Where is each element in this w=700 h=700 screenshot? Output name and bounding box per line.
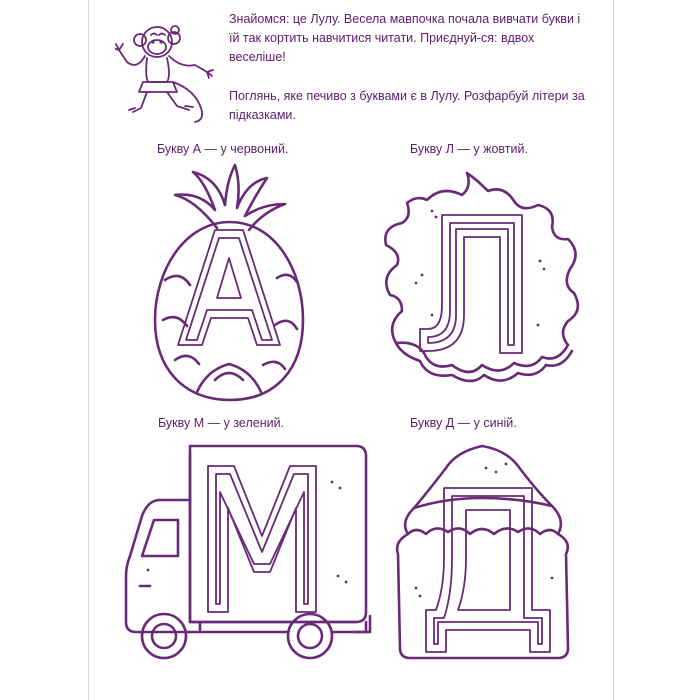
truck-icon[interactable] xyxy=(120,436,372,666)
leaf-icon[interactable] xyxy=(372,165,587,395)
house-icon[interactable] xyxy=(386,438,578,666)
task-caption-d: Букву Д — у синій. xyxy=(410,416,517,430)
pineapple-icon[interactable] xyxy=(145,160,315,410)
instruction-paragraph: Поглянь, яке печиво з буквами є в Лулу. Розфарбуй літери за підказками. xyxy=(229,89,585,122)
monkey-icon xyxy=(115,20,220,130)
task-caption-a: Букву А — у червоний. xyxy=(157,142,289,156)
intro-paragraph: Знайомся: це Лулу. Весела мавпочка почала вивчати букви і їй так кортить навчитися читати. Приєднуй-ся: вдвох веселіше! xyxy=(229,12,581,64)
task-caption-l: Букву Л — у жовтий. xyxy=(410,142,528,156)
task-caption-m: Букву М — у зелений. xyxy=(158,416,285,430)
